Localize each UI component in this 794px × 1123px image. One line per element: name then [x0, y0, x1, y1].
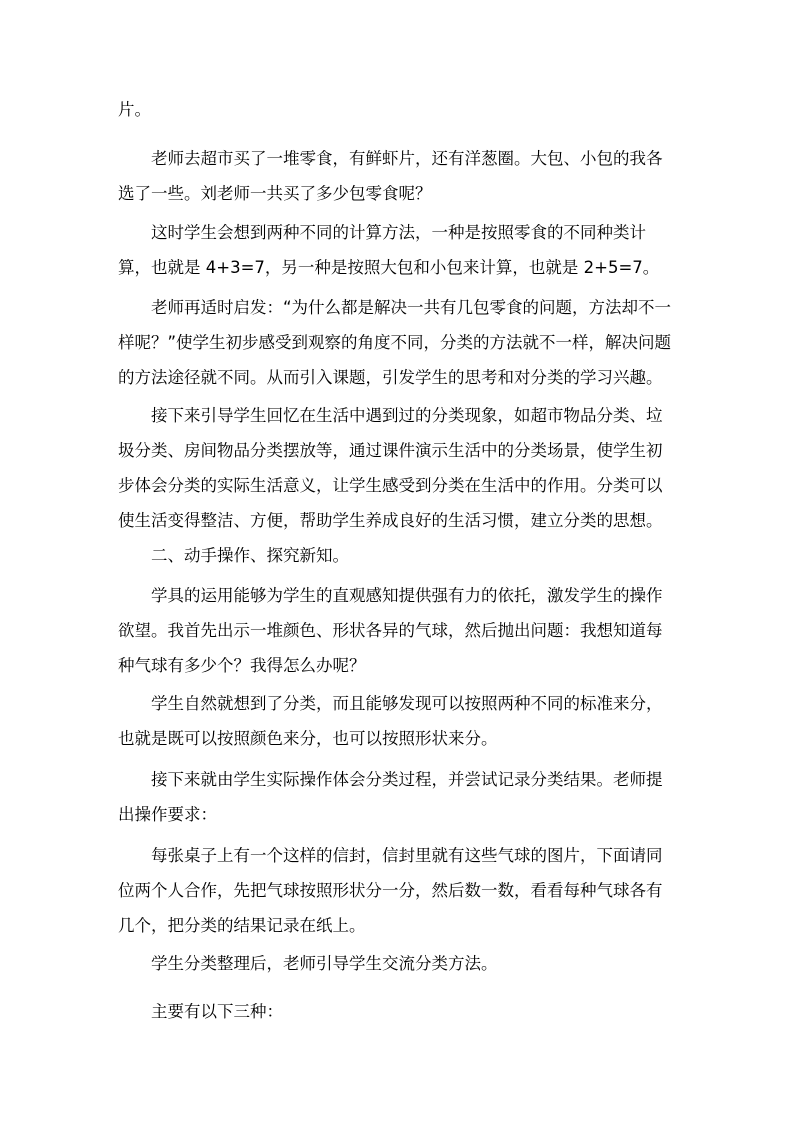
paragraph-exchange-methods: 学生分类整理后，老师引导学生交流分类方法。 — [118, 954, 498, 973]
paragraph-students-classify: 学生自然就想到了分类，而且能够发现可以按照两种不同的标准来分，也就是既可以按照颜色来分，也可以按照形状来分。 — [118, 694, 663, 748]
paragraph-snack-story: 老师去超市买了一堆零食，有鲜虾片，还有洋葱圈。大包、小包的我各选了一些。刘老师一共买了多少包零食呢？ — [118, 149, 663, 203]
paragraph-three-kinds: 主要有以下三种： — [118, 1002, 283, 1021]
section-heading-hands-on: 二、动手操作、探究新知。 — [118, 546, 349, 565]
paragraph-teacher-inspiration: 老师再适时启发：“为什么都是解决一共有几包零食的问题，方法却不一样呢？”使学生初步感受到观察的角度不同，分类的方法就不一样，解决问题的方法途径就不同。从而引入课题，引发学生的思考和对分类的学习兴趣。 — [118, 298, 672, 387]
paragraph-two-methods: 这时学生会想到两种不同的计算方法，一种是按照零食的不同种类计算，也就是 4+3=7，另一种是按照大包和小包来计算，也就是 2+5=7。 — [118, 223, 660, 277]
paragraph-envelope-task: 每张桌子上有一个这样的信封，信封里就有这些气球的图片，下面请同位两个人合作，先把气球按照形状分一分，然后数一数，看看每种气球各有几个，把分类的结果记录在纸上。 — [118, 846, 663, 935]
paragraph-life-classification: 接下来引导学生回忆在生活中遇到过的分类现象，如超市物品分类、垃圾分类、房间物品分类摆放等，通过课件演示生活中的分类场景，使学生初步体会分类的实际生活意义，让学生感受到分类在生活中的作用。分类可以使生活变得整洁、方便，帮助学生养成良好的生活习惯，建立分类的思想。 — [118, 406, 663, 530]
paragraph-learning-tools: 学具的运用能够为学生的直观感知提供强有力的依托，激发学生的操作欲望。我首先出示一堆颜色、形状各异的气球，然后抛出问题：我想知道每种气球有多少个？我得怎么办呢？ — [118, 586, 663, 675]
paragraph-continuation: 片。 — [118, 100, 151, 119]
paragraph-operation-requirements: 接下来就由学生实际操作体会分类过程，并尝试记录分类结果。老师提出操作要求： — [118, 770, 663, 824]
